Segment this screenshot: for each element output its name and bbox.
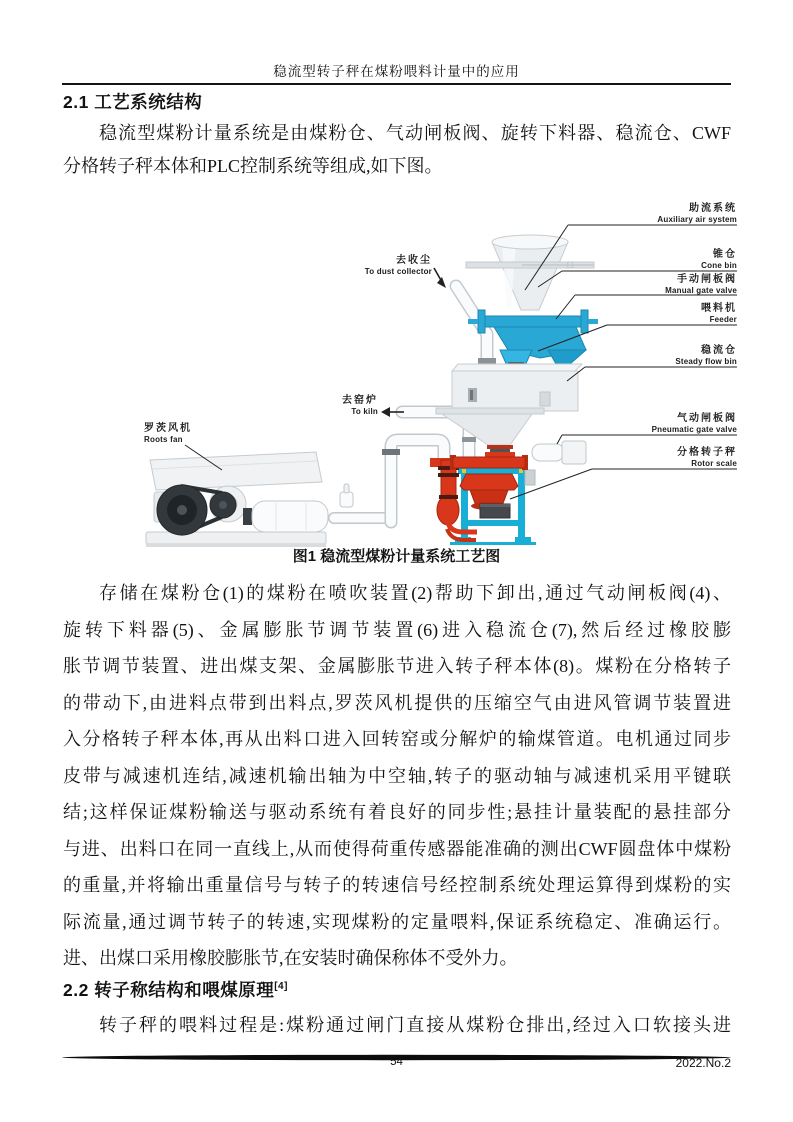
steady-flow-bin-shape bbox=[436, 364, 582, 445]
rotor-scale-inlet-rings bbox=[485, 445, 515, 457]
silencer bbox=[252, 501, 328, 532]
label-en: To kiln bbox=[351, 406, 378, 416]
paragraph-line: 存储在煤粉仓(1)的煤粉在喷吹装置(2)帮助下卸出,通过气动闸板阀(4)、 bbox=[99, 583, 731, 603]
label-zh: 去窑炉 bbox=[342, 395, 378, 406]
section-2-2-paragraph bbox=[63, 1013, 731, 1050]
section-2-2-heading-text: 2.2 转子称结构和喂煤原理 bbox=[63, 980, 275, 1000]
header-rule bbox=[62, 83, 731, 85]
label-pneumatic-gate-valve bbox=[652, 413, 737, 434]
label-en: Feeder bbox=[709, 314, 737, 324]
paragraph-line: 与进、出料口在同一直线上,从而使得荷重传感器能准确的测出CWF圆盘体中煤粉 bbox=[63, 838, 731, 859]
feeder-shape bbox=[494, 327, 586, 368]
paragraph-line: 皮带与减速机连结,减速机输出轴为中空轴,转子的驱动轴与减速机采用平键联 bbox=[63, 765, 731, 786]
page-number: 54 bbox=[390, 1056, 403, 1068]
label-en: Roots fan bbox=[144, 434, 183, 444]
running-head-title: 稳流型转子秤在煤粉喂料计量中的应用 bbox=[273, 64, 520, 79]
process-diagram-drawing bbox=[70, 198, 750, 550]
label-auxiliary-air-system bbox=[657, 203, 737, 224]
paragraph-line: 入分格转子秤本体,再从出料口进入回转窑或分解炉的输煤管道。电机通过同步 bbox=[63, 729, 731, 749]
paragraph-line: 结;这样保证煤粉输送与驱动系统有着良好的同步性;悬挂计量装配的悬挂部分 bbox=[63, 802, 731, 822]
dust-flow-arrow bbox=[434, 268, 446, 288]
label-en: Cone bin bbox=[701, 260, 737, 270]
label-en: Rotor scale bbox=[691, 458, 737, 468]
paragraph-line: 分格转子秤本体和PLC控制系统等组成,如下图。 bbox=[63, 156, 443, 176]
issue-number: 2022.No.2 bbox=[675, 1056, 731, 1070]
label-to-kiln bbox=[342, 395, 378, 416]
label-zh: 手动闸板阀 bbox=[677, 274, 737, 285]
label-zh: 助流系统 bbox=[689, 203, 737, 214]
label-zh: 锥仓 bbox=[713, 249, 737, 260]
section-2-2-heading bbox=[63, 977, 288, 1002]
label-zh: 去收尘 bbox=[396, 255, 432, 266]
label-en: Pneumatic gate valve bbox=[651, 424, 737, 434]
roots-fan-unit bbox=[146, 452, 326, 547]
figure-caption: 图1 稳流型煤粉计量系统工艺图 bbox=[292, 548, 501, 565]
pneumatic-gate-valve-shape bbox=[532, 441, 586, 464]
section-2-1-heading: 2.1 工艺系统结构 bbox=[63, 92, 203, 112]
paragraph-line: 旋转下料器(5)、金属膨胀节调节装置(6)进入稳流仓(7),然后经过橡胶膨 bbox=[63, 619, 731, 640]
label-en: To dust collector bbox=[364, 266, 432, 276]
paragraph-line: 进、出煤口采用橡胶膨胀节,在安装时确保称体不受外力。 bbox=[63, 948, 518, 968]
cone-bin-shape bbox=[466, 235, 594, 310]
label-roots-fan bbox=[144, 423, 192, 444]
citation-superscript: [4] bbox=[274, 981, 288, 993]
label-cone-bin bbox=[701, 249, 737, 270]
label-zh: 罗茨风机 bbox=[144, 423, 192, 434]
paragraph-line: 胀节调节装置、进出煤支架、金属膨胀节进入转子秤本体(8)。煤粉在分格转子 bbox=[63, 656, 731, 676]
label-feeder bbox=[701, 303, 737, 324]
paragraph-line: 的重量,并将输出重量信号与转子的转速信号经控制系统处理运算得到煤粉的实 bbox=[63, 875, 731, 895]
figure-process-diagram bbox=[70, 198, 750, 550]
label-zh: 气动闸板阀 bbox=[677, 413, 737, 424]
section-2-1-paragraph bbox=[63, 121, 731, 187]
label-rotor-scale bbox=[677, 447, 737, 468]
label-manual-gate-valve bbox=[665, 274, 737, 295]
label-zh: 分格转子秤 bbox=[677, 447, 737, 458]
paragraph-line: 转子秤的喂料过程是:煤粉通过闸门直接从煤粉仓排出,经过入口软接头进 bbox=[99, 1015, 731, 1035]
label-to-dust-collector bbox=[365, 255, 432, 276]
label-zh: 喂料机 bbox=[701, 303, 737, 314]
label-en: Manual gate valve bbox=[665, 285, 737, 295]
label-zh: 稳流仓 bbox=[701, 345, 737, 356]
label-en: Steady flow bin bbox=[675, 356, 737, 366]
label-steady-flow-bin bbox=[675, 345, 737, 366]
paragraph-line: 的带动下,由进料点带到出料点,罗茨风机提供的压缩空气由进风管调节装置进 bbox=[63, 692, 731, 713]
paragraph-line: 际流量,通过调节转子的转速,实现煤粉的定量喂料,保证系统稳定、准确运行。 bbox=[63, 911, 731, 932]
air-supply-pipe bbox=[334, 440, 444, 522]
paragraph-line: 稳流型煤粉计量系统是由煤粉仓、气动闸板阀、旋转下料器、稳流仓、CWF bbox=[99, 123, 731, 143]
section-2-1-body-paragraph bbox=[63, 581, 731, 983]
footer-rule bbox=[62, 1048, 731, 1055]
label-en: Auxiliary air system bbox=[657, 214, 737, 224]
